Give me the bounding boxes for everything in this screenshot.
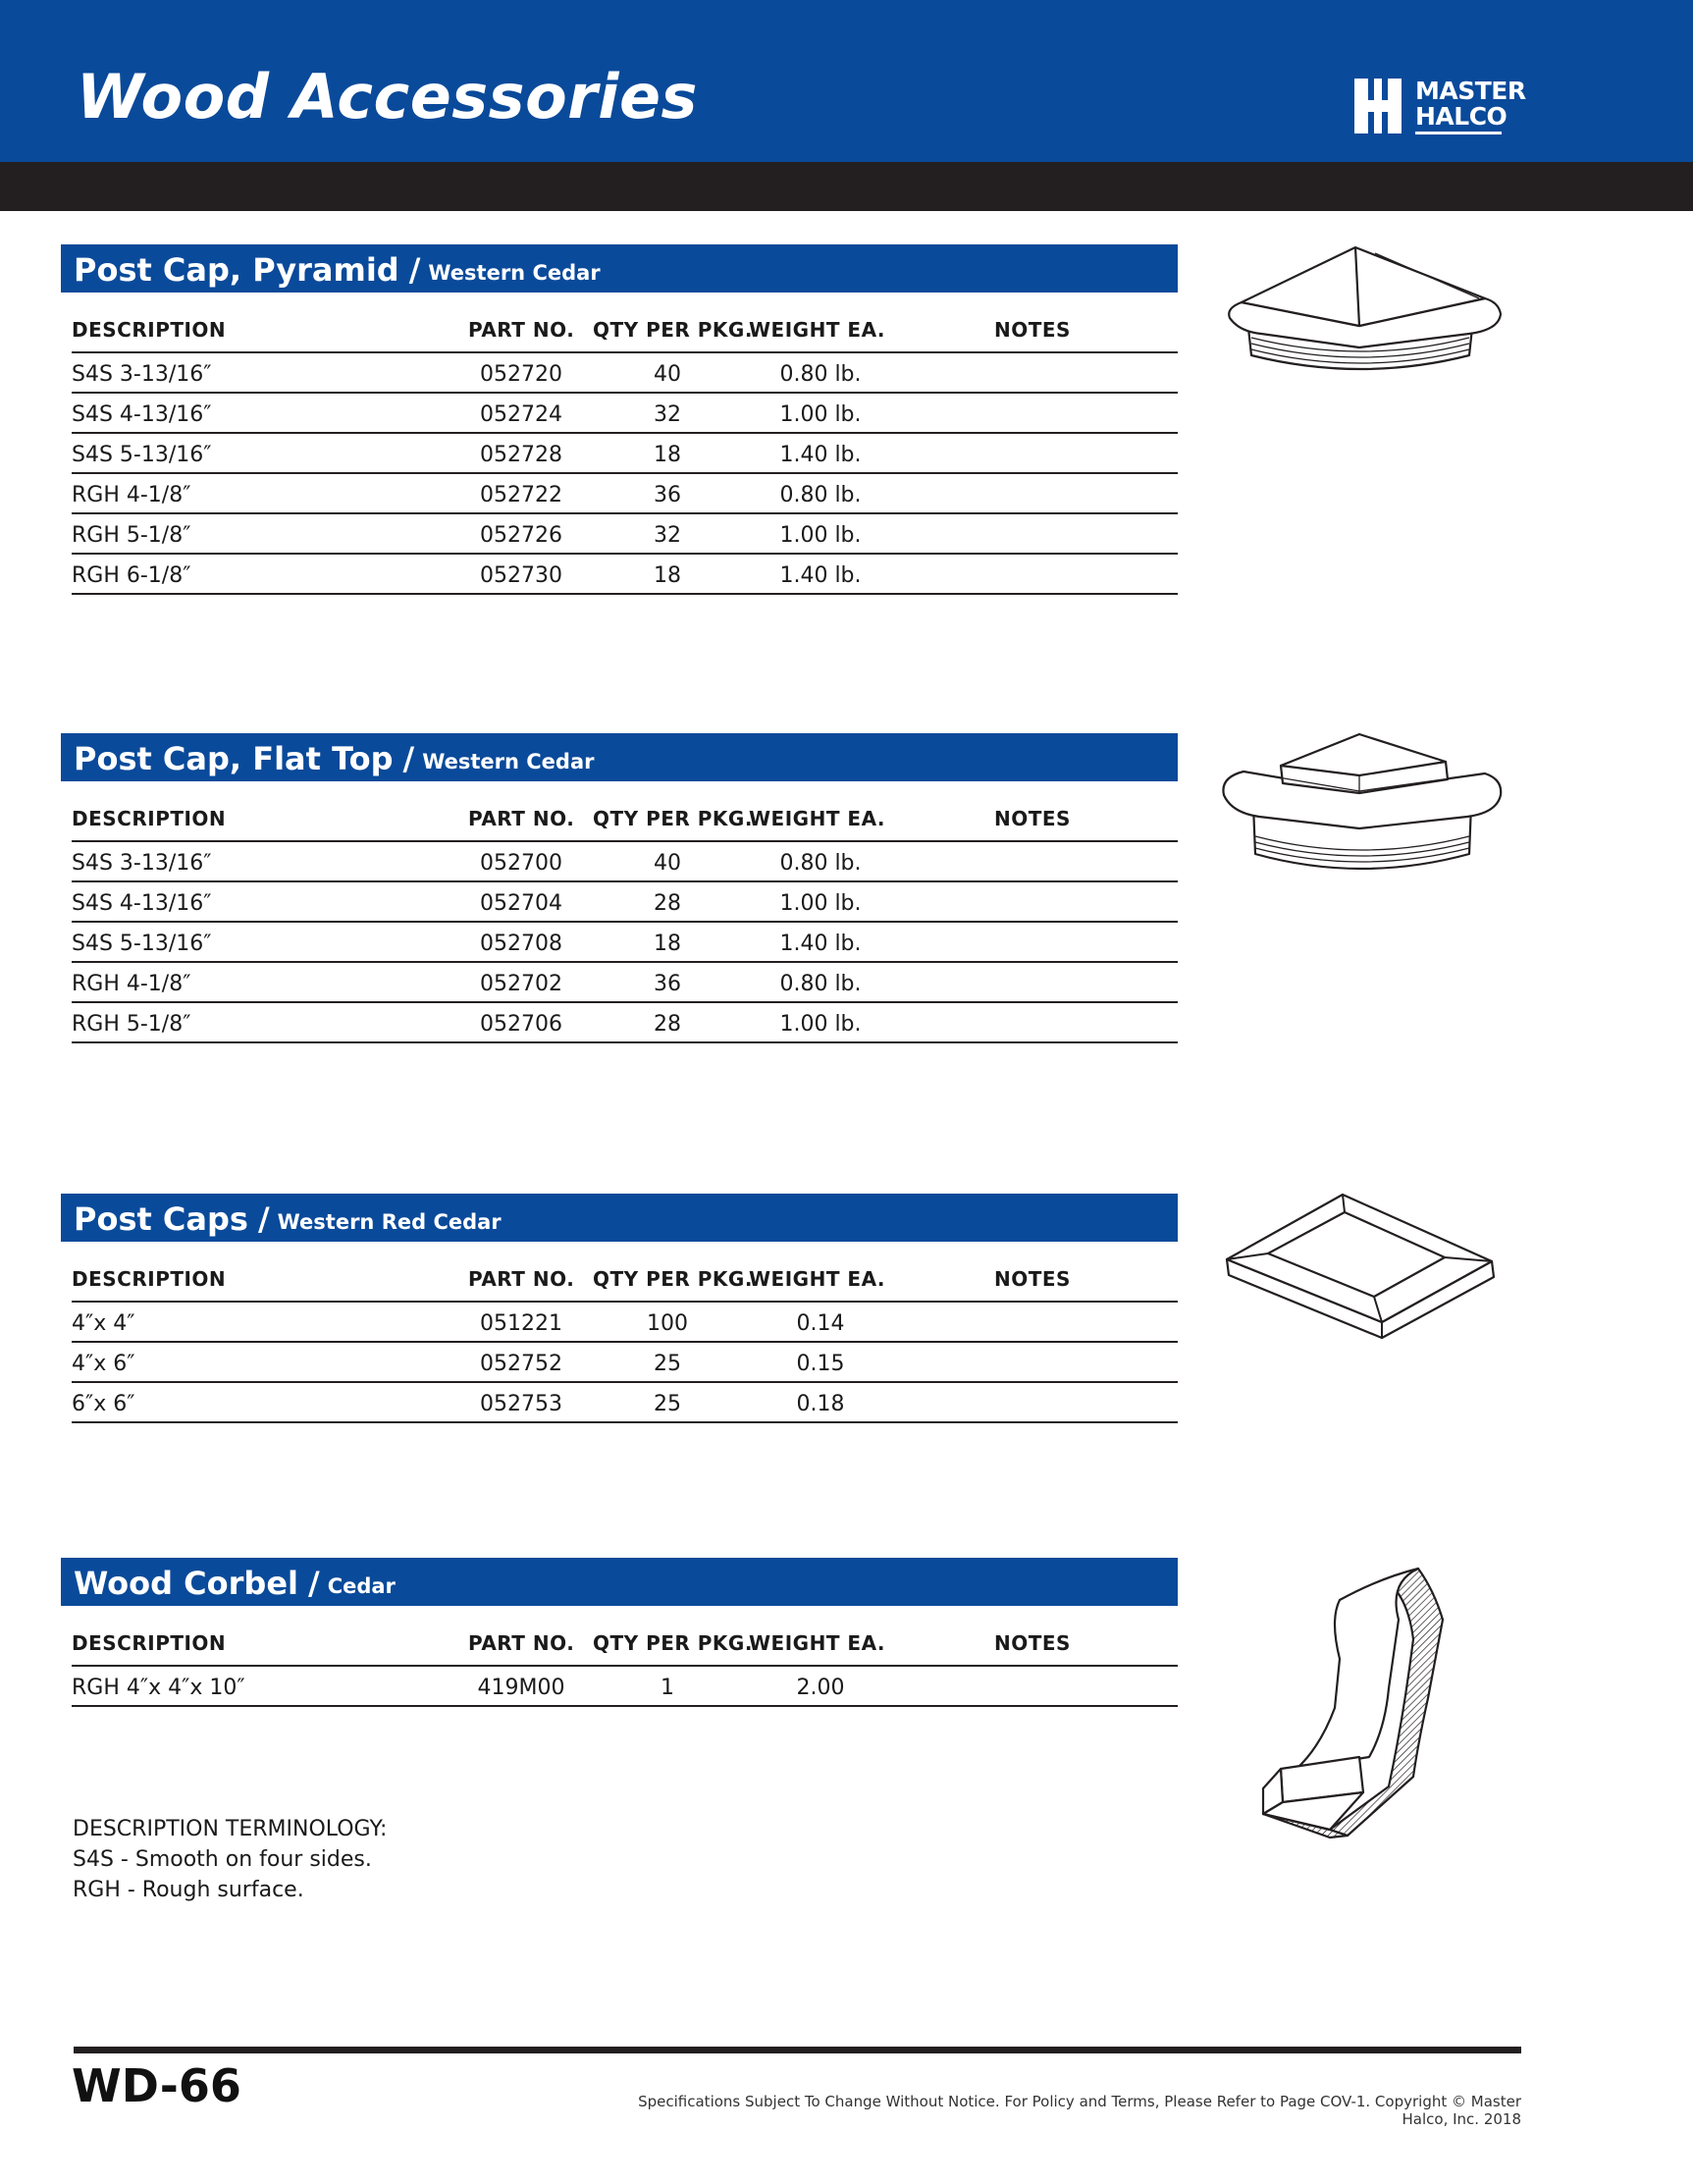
page-number: WD-66 xyxy=(72,2059,241,2112)
col-qty: QTY PER PKG. xyxy=(593,318,753,342)
col-part-no: PART NO. xyxy=(468,807,575,830)
wood-corbel-illustration xyxy=(1242,1561,1487,1855)
master-halco-logo xyxy=(1354,77,1526,139)
section-title: Wood Corbel xyxy=(74,1565,298,1602)
cell-qty: 18 xyxy=(654,563,681,588)
cell-weight: 1.00 lb. xyxy=(779,891,862,916)
col-weight: WEIGHT EA. xyxy=(749,318,886,342)
section-subtitle: Western Red Cedar xyxy=(277,1210,502,1234)
cell-description: RGH 4″x 4″x 10″ xyxy=(72,1676,245,1700)
cell-qty: 40 xyxy=(654,362,681,387)
cell-description: S4S 4-13/16″ xyxy=(72,402,212,427)
col-weight: WEIGHT EA. xyxy=(749,807,886,830)
cell-qty: 18 xyxy=(654,932,681,956)
title-separator: / xyxy=(308,1565,320,1602)
cell-qty: 32 xyxy=(654,523,681,548)
terminology-rgh: RGH - Rough surface. xyxy=(73,1878,304,1902)
cell-description: RGH 4-1/8″ xyxy=(72,483,191,507)
section-subtitle: Western Cedar xyxy=(422,750,595,773)
cell-part-no: 052700 xyxy=(480,851,562,876)
col-weight: WEIGHT EA. xyxy=(749,1267,886,1291)
col-notes: NOTES xyxy=(994,807,1071,830)
table-row xyxy=(72,923,1178,963)
logo-text xyxy=(1415,79,1526,130)
table-row xyxy=(72,1303,1178,1343)
product-table xyxy=(72,1242,1178,1423)
product-table xyxy=(72,1606,1178,1707)
cell-qty: 25 xyxy=(654,1352,681,1376)
table-row xyxy=(72,1343,1178,1383)
cell-description: S4S 3-13/16″ xyxy=(72,851,212,876)
cell-weight: 1.00 lb. xyxy=(779,402,862,427)
cell-part-no: 052720 xyxy=(480,362,562,387)
section-post-caps xyxy=(61,1194,1178,1423)
cell-part-no: 052722 xyxy=(480,483,562,507)
title-separator: / xyxy=(408,251,421,289)
cell-qty: 28 xyxy=(654,891,681,916)
section-wood-corbel xyxy=(61,1558,1178,1707)
col-part-no: PART NO. xyxy=(468,1267,575,1291)
cell-qty: 28 xyxy=(654,1012,681,1037)
cell-weight: 0.18 xyxy=(796,1392,845,1416)
cell-description: 4″x 4″ xyxy=(72,1311,135,1336)
footer-rule xyxy=(74,2047,1521,2053)
cell-description: 6″x 6″ xyxy=(72,1392,135,1416)
cell-part-no: 052753 xyxy=(480,1392,562,1416)
cell-weight: 0.80 lb. xyxy=(779,972,862,996)
table-row xyxy=(72,882,1178,923)
cell-weight: 1.40 lb. xyxy=(779,443,862,467)
pyramid-post-cap-illustration xyxy=(1212,236,1516,393)
cell-part-no: 052726 xyxy=(480,523,562,548)
cell-weight: 0.80 lb. xyxy=(779,483,862,507)
cell-qty: 40 xyxy=(654,851,681,876)
section-title: Post Caps xyxy=(74,1200,248,1238)
cell-part-no: 052702 xyxy=(480,972,562,996)
section-title-bar xyxy=(61,244,1178,293)
cell-qty: 1 xyxy=(661,1676,674,1700)
section-post-cap-pyramid xyxy=(61,244,1178,595)
title-separator: / xyxy=(402,740,415,777)
cell-description: 4″x 6″ xyxy=(72,1352,135,1376)
cell-part-no: 052752 xyxy=(480,1352,562,1376)
description-terminology xyxy=(73,1814,387,1905)
product-table xyxy=(72,781,1178,1043)
col-notes: NOTES xyxy=(994,1631,1071,1655)
cell-weight: 0.15 xyxy=(796,1352,845,1376)
footer-copyright-note: Specifications Subject To Change Without Notice. For Policy and Terms, Please Refer to Page COV-1. Copyright © Master Halco, Inc. 2018 xyxy=(638,2093,1521,2128)
table-row xyxy=(72,842,1178,882)
col-notes: NOTES xyxy=(994,318,1071,342)
section-title-bar xyxy=(61,1194,1178,1242)
cell-description: S4S 5-13/16″ xyxy=(72,932,212,956)
cell-description: S4S 4-13/16″ xyxy=(72,891,212,916)
cell-qty: 36 xyxy=(654,483,681,507)
section-title: Post Cap, Flat Top xyxy=(74,740,394,777)
logo-line-1: MASTER xyxy=(1415,77,1526,105)
cell-qty: 36 xyxy=(654,972,681,996)
table-header xyxy=(72,1242,1178,1303)
cell-qty: 32 xyxy=(654,402,681,427)
cell-weight: 0.80 lb. xyxy=(779,851,862,876)
header-dark-stripe xyxy=(0,162,1693,211)
cell-part-no: 052728 xyxy=(480,443,562,467)
cell-part-no: 052708 xyxy=(480,932,562,956)
cell-part-no: 052706 xyxy=(480,1012,562,1037)
cell-part-no: 052730 xyxy=(480,563,562,588)
table-row xyxy=(72,963,1178,1003)
cell-weight: 1.40 lb. xyxy=(779,932,862,956)
beveled-post-cap-illustration xyxy=(1217,1183,1511,1345)
cell-qty: 25 xyxy=(654,1392,681,1416)
table-header xyxy=(72,1606,1178,1667)
table-header xyxy=(72,293,1178,353)
section-title-bar xyxy=(61,1558,1178,1606)
cell-part-no: 051221 xyxy=(480,1311,562,1336)
col-part-no: PART NO. xyxy=(468,318,575,342)
col-notes: NOTES xyxy=(994,1267,1071,1291)
col-qty: QTY PER PKG. xyxy=(593,807,753,830)
col-description: DESCRIPTION xyxy=(72,807,227,830)
cell-description: RGH 5-1/8″ xyxy=(72,1012,191,1037)
terminology-heading: DESCRIPTION TERMINOLOGY: xyxy=(73,1817,388,1841)
cell-weight: 0.14 xyxy=(796,1311,845,1336)
title-separator: / xyxy=(257,1200,270,1238)
cell-weight: 2.00 xyxy=(796,1676,845,1700)
cell-description: RGH 4-1/8″ xyxy=(72,972,191,996)
section-subtitle: Western Cedar xyxy=(428,261,601,285)
table-row xyxy=(72,1383,1178,1423)
col-part-no: PART NO. xyxy=(468,1631,575,1655)
section-subtitle: Cedar xyxy=(327,1574,396,1598)
cell-description: S4S 3-13/16″ xyxy=(72,362,212,387)
logo-line-2: HALCO xyxy=(1415,102,1508,131)
section-title-bar xyxy=(61,733,1178,781)
cell-part-no: 419M00 xyxy=(477,1676,565,1700)
cell-qty: 100 xyxy=(647,1311,688,1336)
col-weight: WEIGHT EA. xyxy=(749,1631,886,1655)
cell-description: RGH 5-1/8″ xyxy=(72,523,191,548)
cell-qty: 18 xyxy=(654,443,681,467)
table-row xyxy=(72,1667,1178,1707)
cell-description: S4S 5-13/16″ xyxy=(72,443,212,467)
col-description: DESCRIPTION xyxy=(72,1267,227,1291)
cell-weight: 1.40 lb. xyxy=(779,563,862,588)
table-row xyxy=(72,394,1178,434)
table-row xyxy=(72,1003,1178,1043)
table-header xyxy=(72,781,1178,842)
page-title: Wood Accessories xyxy=(77,61,698,133)
col-qty: QTY PER PKG. xyxy=(593,1631,753,1655)
col-qty: QTY PER PKG. xyxy=(593,1267,753,1291)
logo-underline xyxy=(1415,132,1502,134)
table-row xyxy=(72,555,1178,595)
product-table xyxy=(72,293,1178,595)
cell-weight: 0.80 lb. xyxy=(779,362,862,387)
halco-h-logo-icon xyxy=(1354,79,1402,133)
cell-part-no: 052704 xyxy=(480,891,562,916)
table-row xyxy=(72,474,1178,514)
cell-description: RGH 6-1/8″ xyxy=(72,563,191,588)
terminology-s4s: S4S - Smooth on four sides. xyxy=(73,1847,372,1872)
section-post-cap-flat-top xyxy=(61,733,1178,1043)
table-row xyxy=(72,514,1178,555)
cell-weight: 1.00 lb. xyxy=(779,1012,862,1037)
section-title: Post Cap, Pyramid xyxy=(74,251,399,289)
table-row xyxy=(72,434,1178,474)
cell-weight: 1.00 lb. xyxy=(779,523,862,548)
col-description: DESCRIPTION xyxy=(72,1631,227,1655)
col-description: DESCRIPTION xyxy=(72,318,227,342)
cell-part-no: 052724 xyxy=(480,402,562,427)
flat-top-post-cap-illustration xyxy=(1212,726,1516,893)
table-row xyxy=(72,353,1178,394)
